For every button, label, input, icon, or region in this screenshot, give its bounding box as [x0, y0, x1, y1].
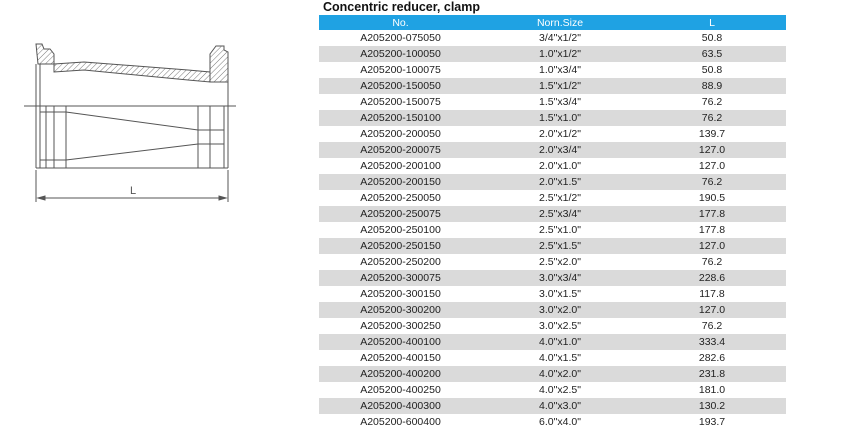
cell-size: 2.5"x3/4" — [482, 206, 638, 222]
cell-length: 50.8 — [638, 62, 786, 78]
cell-size: 6.0"x4.0" — [482, 414, 638, 430]
cell-length: 177.8 — [638, 222, 786, 238]
cell-size: 4.0"x1.0" — [482, 334, 638, 350]
table-row — [319, 318, 786, 334]
cell-no: A205200-075050 — [319, 30, 482, 46]
cell-size: 4.0"x2.5" — [482, 382, 638, 398]
header-length: L — [638, 15, 786, 30]
table-row — [319, 94, 786, 110]
cell-length: 282.6 — [638, 350, 786, 366]
cell-length: 127.0 — [638, 238, 786, 254]
cell-size: 2.0"x1.0" — [482, 158, 638, 174]
cell-size: 2.5"x1/2" — [482, 190, 638, 206]
cell-length: 177.8 — [638, 206, 786, 222]
table-row — [319, 126, 786, 142]
cell-size: 2.5"x1.5" — [482, 238, 638, 254]
page-title: Concentric reducer, clamp — [323, 0, 481, 14]
cell-length: 63.5 — [638, 46, 786, 62]
cell-size: 1.0"x1/2" — [482, 46, 638, 62]
cell-length: 193.7 — [638, 414, 786, 430]
cell-length: 127.0 — [638, 302, 786, 318]
cell-no: A205200-100050 — [319, 46, 482, 62]
cell-length: 181.0 — [638, 382, 786, 398]
cell-size: 3.0"x2.0" — [482, 302, 638, 318]
cell-no: A205200-150075 — [319, 94, 482, 110]
table-row — [319, 174, 786, 190]
cell-length: 231.8 — [638, 366, 786, 382]
cell-length: 127.0 — [638, 142, 786, 158]
cell-size: 1.5"x1/2" — [482, 78, 638, 94]
cell-length: 88.9 — [638, 78, 786, 94]
table-row — [319, 414, 786, 430]
cell-length: 117.8 — [638, 286, 786, 302]
table-row — [319, 254, 786, 270]
cell-size: 1.5"x3/4" — [482, 94, 638, 110]
table-row — [319, 206, 786, 222]
table-row — [319, 366, 786, 382]
cell-no: A205200-400150 — [319, 350, 482, 366]
header-size: Norn.Size — [482, 15, 638, 30]
cell-length: 139.7 — [638, 126, 786, 142]
cell-no: A205200-400250 — [319, 382, 482, 398]
cell-size: 3.0"x3/4" — [482, 270, 638, 286]
cell-size: 2.0"x1/2" — [482, 126, 638, 142]
header-no: No. — [319, 15, 482, 30]
cell-no: A205200-400100 — [319, 334, 482, 350]
cell-length: 50.8 — [638, 30, 786, 46]
table-row — [319, 158, 786, 174]
cell-size: 4.0"x2.0" — [482, 366, 638, 382]
cell-no: A205200-250150 — [319, 238, 482, 254]
cell-no: A205200-300075 — [319, 270, 482, 286]
table-row — [319, 238, 786, 254]
cell-no: A205200-200075 — [319, 142, 482, 158]
table-row — [319, 62, 786, 78]
table-row — [319, 382, 786, 398]
cell-no: A205200-250050 — [319, 190, 482, 206]
cell-size: 1.0"x3/4" — [482, 62, 638, 78]
table-row — [319, 110, 786, 126]
cell-no: A205200-200150 — [319, 174, 482, 190]
cell-no: A205200-300200 — [319, 302, 482, 318]
cell-no: A205200-150100 — [319, 110, 482, 126]
cell-size: 4.0"x3.0" — [482, 398, 638, 414]
cell-size: 3.0"x2.5" — [482, 318, 638, 334]
spec-table — [319, 15, 786, 430]
cell-no: A205200-200050 — [319, 126, 482, 142]
cell-no: A205200-250100 — [319, 222, 482, 238]
cell-size: 2.0"x3/4" — [482, 142, 638, 158]
cell-size: 1.5"x1.0" — [482, 110, 638, 126]
cell-no: A205200-300250 — [319, 318, 482, 334]
table-row — [319, 30, 786, 46]
table-row — [319, 302, 786, 318]
cell-length: 333.4 — [638, 334, 786, 350]
table-row — [319, 78, 786, 94]
cell-size: 3/4"x1/2" — [482, 30, 638, 46]
table-header-row — [319, 15, 786, 30]
cell-size: 2.0"x1.5" — [482, 174, 638, 190]
table-row — [319, 286, 786, 302]
cell-no: A205200-100075 — [319, 62, 482, 78]
table-row — [319, 350, 786, 366]
cell-length: 76.2 — [638, 110, 786, 126]
dimension-label: L — [130, 185, 137, 197]
cell-size: 4.0"x1.5" — [482, 350, 638, 366]
table-row — [319, 222, 786, 238]
cell-no: A205200-400200 — [319, 366, 482, 382]
reducer-drawing — [18, 40, 244, 210]
table-row — [319, 142, 786, 158]
cell-no: A205200-600400 — [319, 414, 482, 430]
cell-length: 127.0 — [638, 158, 786, 174]
cell-no: A205200-200100 — [319, 158, 482, 174]
table-row — [319, 270, 786, 286]
cell-length: 130.2 — [638, 398, 786, 414]
cell-size: 3.0"x1.5" — [482, 286, 638, 302]
cell-no: A205200-250200 — [319, 254, 482, 270]
cell-length: 76.2 — [638, 318, 786, 334]
cell-length: 190.5 — [638, 190, 786, 206]
table-row — [319, 398, 786, 414]
cell-no: A205200-400300 — [319, 398, 482, 414]
cell-no: A205200-300150 — [319, 286, 482, 302]
cell-length: 76.2 — [638, 94, 786, 110]
table-row — [319, 190, 786, 206]
cell-size: 2.5"x1.0" — [482, 222, 638, 238]
cell-length: 76.2 — [638, 254, 786, 270]
table-row — [319, 46, 786, 62]
cell-length: 228.6 — [638, 270, 786, 286]
cell-length: 76.2 — [638, 174, 786, 190]
cell-no: A205200-150050 — [319, 78, 482, 94]
cell-size: 2.5"x2.0" — [482, 254, 638, 270]
table-row — [319, 334, 786, 350]
cell-no: A205200-250075 — [319, 206, 482, 222]
